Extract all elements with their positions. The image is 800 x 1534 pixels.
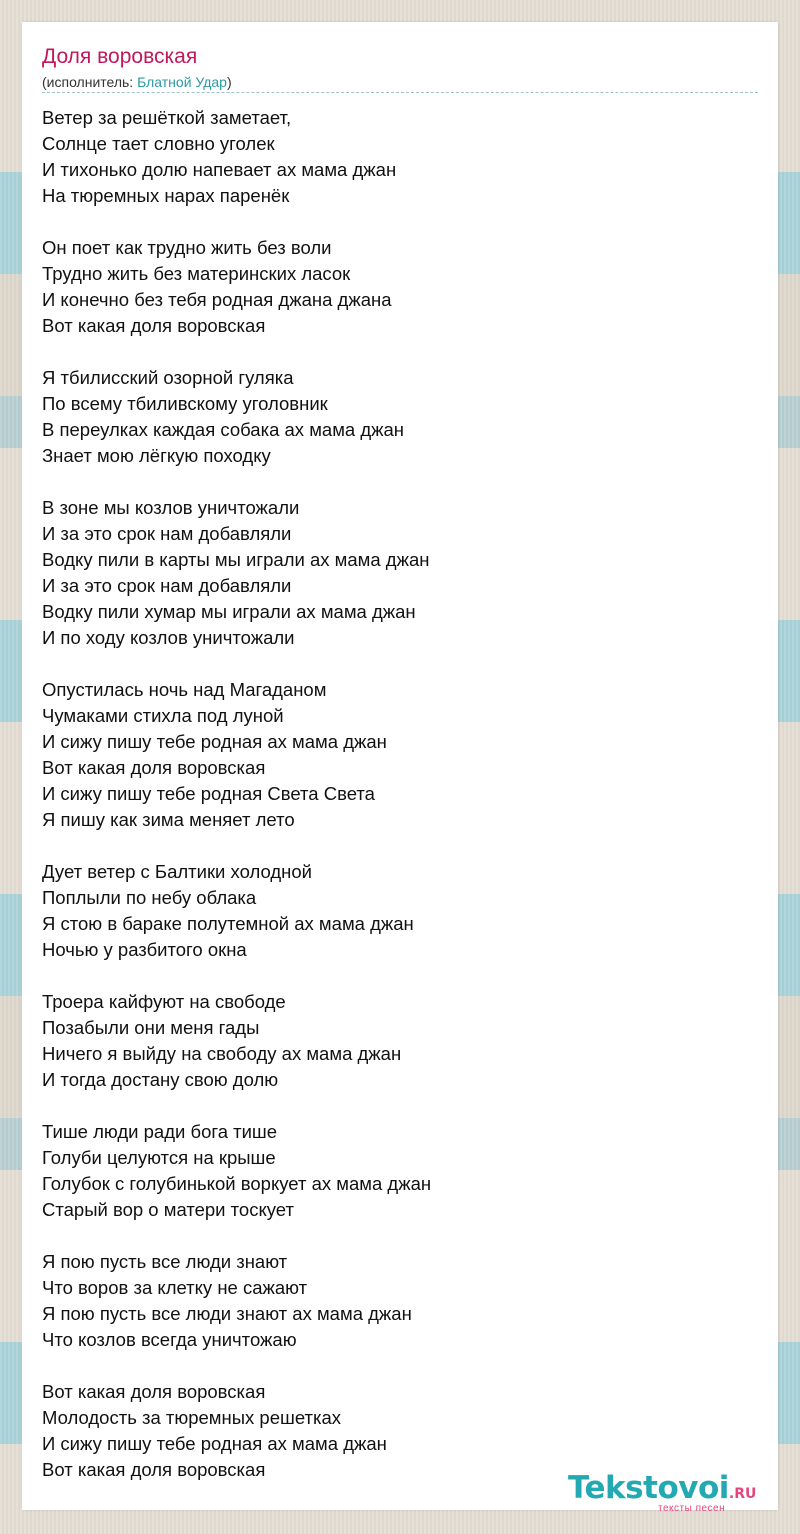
lyric-line: Старый вор о матери тоскует — [42, 1199, 294, 1220]
lyric-line: Я пою пусть все люди знают ах мама джан — [42, 1303, 412, 1324]
logo-tld: .RU — [728, 1486, 757, 1502]
lyric-line: Вот какая доля воровская — [42, 757, 266, 778]
lyric-line: Я стою в бараке полутемной ах мама джан — [42, 913, 414, 934]
artist-link[interactable]: Блатной Удар — [137, 74, 227, 90]
lyric-line: Позабыли они меня гады — [42, 1017, 260, 1038]
lyric-line: Я пишу как зима меняет лето — [42, 809, 295, 830]
lyric-line: Что козлов всегда уничтожаю — [42, 1329, 297, 1350]
lyric-line: Знает мою лёгкую походку — [42, 445, 271, 466]
lyric-line: И конечно без тебя родная джана джана — [42, 289, 392, 310]
stanza — [42, 1249, 758, 1353]
stanza — [42, 365, 758, 469]
lyric-line: Ночью у разбитого окна — [42, 939, 247, 960]
stanza — [42, 105, 758, 209]
lyric-line: И за это срок нам добавляли — [42, 523, 292, 544]
stanza — [42, 235, 758, 339]
stanza — [42, 1379, 758, 1483]
lyric-line: Тише люди ради бога тише — [42, 1121, 278, 1142]
lyric-line: Вот какая доля воровская — [42, 1381, 266, 1402]
lyric-line: Солнце тает словно уголек — [42, 133, 275, 154]
lyric-line: Я тбилисский озорной гуляка — [42, 367, 294, 388]
lyric-line: Опустилась ночь над Магаданом — [42, 679, 327, 700]
lyric-line: По всему тбиливскому уголовник — [42, 393, 328, 414]
lyric-line: И сижу пишу тебе родная ах мама джан — [42, 731, 387, 752]
lyric-line: Что воров за клетку не сажают — [42, 1277, 308, 1298]
song-title: Доля воровская — [42, 45, 198, 68]
artist-prefix: (исполнитель: — [42, 74, 138, 90]
lyric-line: Трудно жить без материнских ласок — [42, 263, 351, 284]
lyric-line: И сижу пишу тебе родная Света Света — [42, 783, 375, 804]
title-divider — [42, 92, 758, 93]
lyric-line: И тогда достану свою долю — [42, 1069, 279, 1090]
lyric-line: И сижу пишу тебе родная ах мама джан — [42, 1433, 387, 1454]
lyric-line: Я пою пусть все люди знают — [42, 1251, 288, 1272]
lyric-line: И по ходу козлов уничтожали — [42, 627, 295, 648]
stanza — [42, 859, 758, 963]
lyric-line: В зоне мы козлов уничтожали — [42, 497, 300, 518]
lyric-line: И за это срок нам добавляли — [42, 575, 292, 596]
lyric-line: Чумаками стихла под луной — [42, 705, 284, 726]
logo-tagline: тексты песен — [658, 1503, 726, 1514]
artist-line — [42, 73, 232, 91]
lyric-line: Водку пили в карты мы играли ах мама джан — [42, 549, 430, 570]
lyric-line: Он поет как трудно жить без воли — [42, 237, 332, 258]
artist-suffix: ) — [226, 74, 232, 90]
lyric-line: На тюремных нарах паренёк — [42, 185, 290, 206]
stanza — [42, 495, 758, 651]
lyric-line: Поплыли по небу облака — [42, 887, 257, 908]
lyric-line: И тихонько долю напевает ах мама джан — [42, 159, 397, 180]
lyric-line: Дует ветер с Балтики холодной — [42, 861, 312, 882]
site-logo[interactable] — [568, 1470, 778, 1514]
lyric-line: Голубок с голубинькой воркует ах мама джан — [42, 1173, 432, 1194]
lyrics-text — [42, 105, 758, 1483]
lyric-line: В переулках каждая собака ах мама джан — [42, 419, 405, 440]
lyrics-card — [22, 22, 778, 1510]
lyric-line: Вот какая доля воровская — [42, 315, 266, 336]
lyric-line: Троера кайфуют на свободе — [42, 991, 286, 1012]
stanza — [42, 989, 758, 1093]
lyric-line: Вот какая доля воровская — [42, 1459, 266, 1480]
lyric-line: Ничего я выйду на свободу ах мама джан — [42, 1043, 402, 1064]
stanza — [42, 677, 758, 833]
lyric-line: Ветер за решёткой заметает, — [42, 107, 292, 128]
lyric-line: Молодость за тюремных решетках — [42, 1407, 342, 1428]
logo-brand: Tekstovoi — [568, 1470, 729, 1506]
lyric-line: Голуби целуются на крыше — [42, 1147, 276, 1168]
stanza — [42, 1119, 758, 1223]
lyric-line: Водку пили хумар мы играли ах мама джан — [42, 601, 416, 622]
